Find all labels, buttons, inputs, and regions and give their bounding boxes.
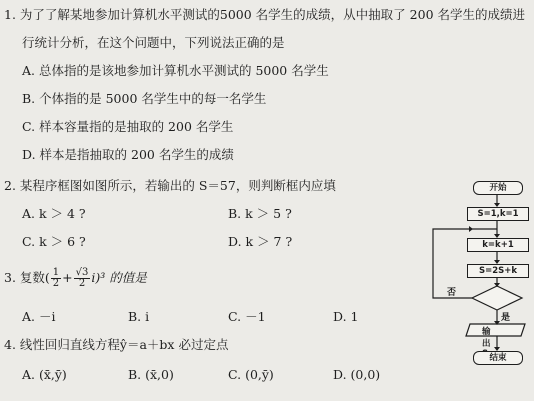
q2-option-c: C. k ＞ 6 ? — [22, 234, 86, 249]
q3-frac2-numerator: √3 — [75, 267, 89, 278]
q3-fraction-2 — [74, 268, 91, 289]
flow-update: S=2S+k — [467, 264, 529, 278]
q4-option-c: C. (0,ȳ) — [228, 367, 274, 382]
q3-option-a: A. －i — [22, 309, 56, 324]
q3-fraction-1 — [51, 268, 61, 289]
q3-stem-suffix: i)³ 的值是 — [91, 270, 147, 285]
q3-frac1-numerator: 1 — [52, 267, 60, 278]
flow-end: 结束 — [473, 351, 523, 365]
flow-increment: k=k+1 — [467, 238, 529, 252]
q4-option-a: A. (x̄,ȳ) — [22, 367, 67, 382]
q1-option-c: C. 样本容量指的是抽取的 200 名学生 — [22, 119, 234, 134]
q3-stem — [4, 266, 147, 290]
q1-option-b: B. 个体指的是 5000 名学生中的每一名学生 — [22, 91, 267, 106]
q4-option-b: B. (x̄,0) — [128, 367, 174, 382]
q3-option-b: B. i — [128, 309, 150, 324]
flow-init: S=1,k=1 — [467, 207, 529, 221]
q3-frac2-denominator: 2 — [78, 278, 86, 289]
q3-option-c: C. －1 — [228, 309, 266, 324]
q1-stem-line2: 行统计分析，在这个问题中，下列说法正确的是 — [22, 35, 285, 50]
flow-yes-label: 是 — [501, 313, 511, 323]
q4-stem: 4. 线性回归直线方程ŷ＝a＋bx 必过定点 — [4, 337, 229, 352]
q4-option-d: D. (0,0) — [333, 367, 381, 382]
q3-option-d: D. 1 — [333, 309, 359, 324]
q3-plus: + — [62, 270, 73, 285]
q2-option-d: D. k ＞ 7 ? — [228, 234, 293, 249]
q1-option-d: D. 样本是指抽取的 200 名学生的成绩 — [22, 147, 234, 162]
q2-option-a: A. k ＞ 4 ? — [22, 206, 86, 221]
flow-start: 开始 — [473, 181, 523, 195]
q1-stem-line1: 1. 为了了解某地参加计算机水平测试的5000 名学生的成绩，从中抽取了 200 名学生的成绩进 — [4, 7, 525, 22]
q3-frac1-denominator: 2 — [52, 278, 60, 289]
q2-option-b: B. k ＞ 5 ? — [228, 206, 292, 221]
output-parallelogram — [466, 324, 525, 336]
q2-stem: 2. 某程序框图如图所示，若输出的 S＝57，则判断框内应填 — [4, 178, 336, 193]
q1-option-a: A. 总体指的是该地参加计算机水平测试的 5000 名学生 — [22, 63, 329, 78]
q3-stem-prefix: 3. 复数( — [4, 270, 50, 285]
flow-no-label: 否 — [447, 288, 457, 298]
decision-diamond — [472, 286, 522, 310]
flow-output: 输出 — [482, 327, 491, 349]
